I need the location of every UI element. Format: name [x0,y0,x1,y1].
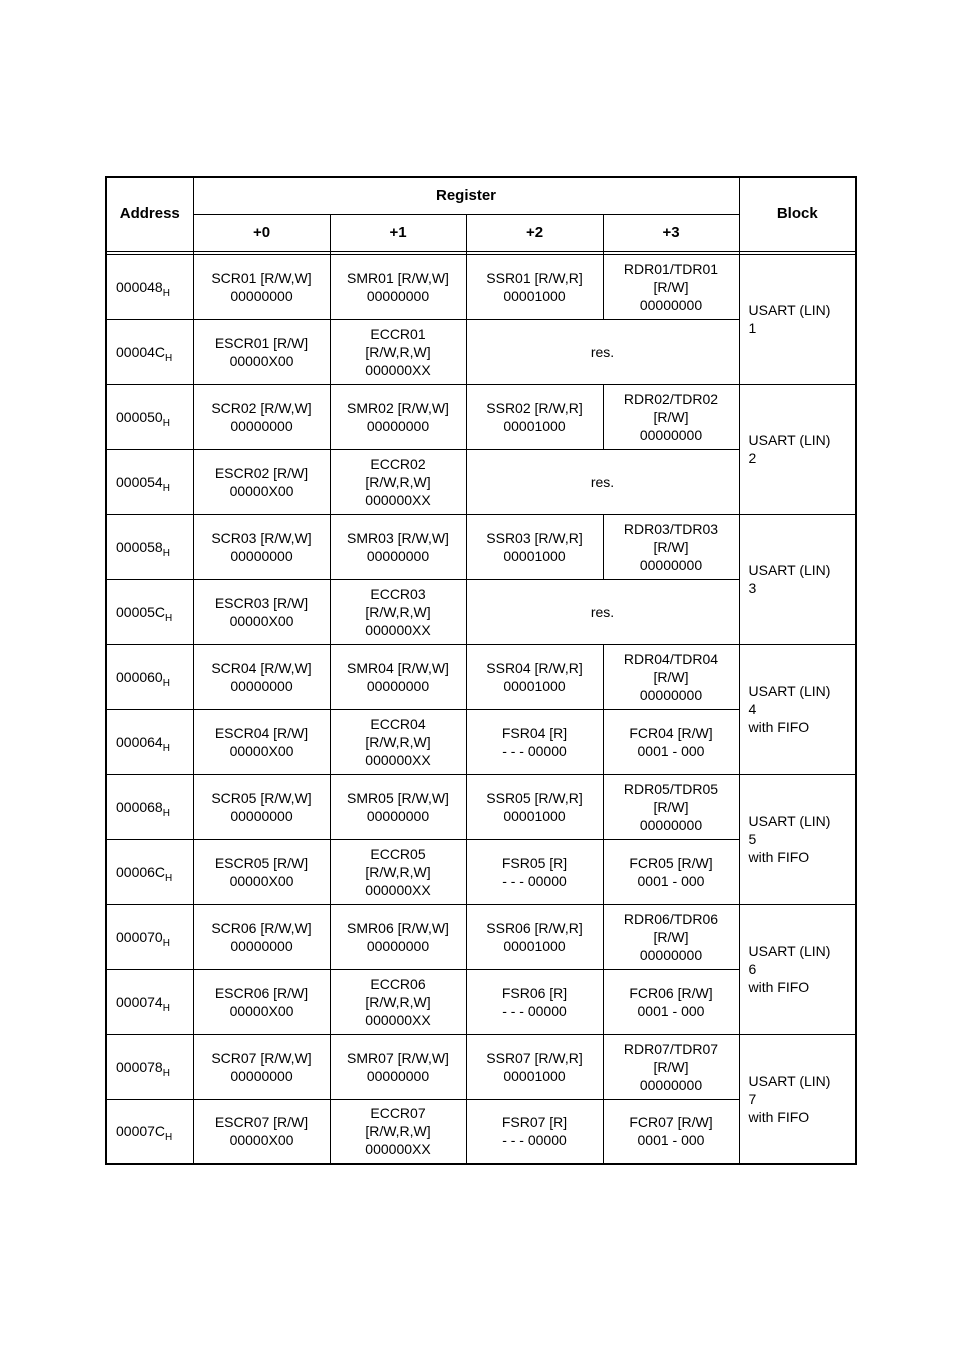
register-cell: SMR01 [R/W,W] 00000000 [330,254,466,319]
block-cell: USART (LIN) 6 with FIFO [739,904,856,1034]
header-offset-3: +3 [603,214,739,251]
register-cell: ECCR07 [R/W,R,W] 000000XX [330,1099,466,1164]
table-row [106,644,856,709]
table-row [106,514,856,579]
address-value: 000070 [116,928,163,945]
register-cell: ESCR03 [R/W] 00000X00 [193,579,330,644]
register-cell: ECCR06 [R/W,R,W] 000000XX [330,969,466,1034]
register-cell: SMR04 [R/W,W] 00000000 [330,644,466,709]
address-value: 000064 [116,733,163,750]
header-offset-1: +1 [330,214,466,251]
register-cell: SCR02 [R/W,W] 00000000 [193,384,330,449]
register-cell: SCR05 [R/W,W] 00000000 [193,774,330,839]
address-cell [106,1099,193,1164]
register-cell: SSR02 [R/W,R] 00001000 [466,384,603,449]
block-cell: USART (LIN) 2 [739,384,856,514]
register-cell: FSR04 [R] - - - 00000 [466,709,603,774]
register-cell: SSR04 [R/W,R] 00001000 [466,644,603,709]
header-register: Register [193,177,739,214]
address-cell [106,774,193,839]
register-cell: SSR01 [R/W,R] 00001000 [466,254,603,319]
reserved-cell: res. [466,579,739,644]
hex-suffix: H [162,287,170,299]
address-value: 000068 [116,798,163,815]
register-cell: ECCR03 [R/W,R,W] 000000XX [330,579,466,644]
register-cell: ESCR06 [R/W] 00000X00 [193,969,330,1034]
register-cell: FCR05 [R/W] 0001 - 000 [603,839,739,904]
hex-suffix: H [162,482,170,494]
register-cell: FCR06 [R/W] 0001 - 000 [603,969,739,1034]
register-map-table [105,176,857,1165]
hex-suffix: H [165,872,173,884]
register-cell: SSR05 [R/W,R] 00001000 [466,774,603,839]
block-cell: USART (LIN) 1 [739,254,856,384]
register-cell: SMR06 [R/W,W] 00000000 [330,904,466,969]
hex-suffix: H [162,937,170,949]
address-cell [106,709,193,774]
register-cell: ECCR05 [R/W,R,W] 000000XX [330,839,466,904]
table-row [106,774,856,839]
register-cell: RDR07/TDR07 [R/W] 00000000 [603,1034,739,1099]
header-offset-2: +2 [466,214,603,251]
register-cell: RDR01/TDR01 [R/W] 00000000 [603,254,739,319]
header-address: Address [106,177,193,251]
address-value: 000058 [116,538,163,555]
register-cell: SCR07 [R/W,W] 00000000 [193,1034,330,1099]
header-block: Block [739,177,856,251]
address-cell [106,644,193,709]
register-cell: RDR02/TDR02 [R/W] 00000000 [603,384,739,449]
hex-suffix: H [162,1067,170,1079]
register-cell: FSR05 [R] - - - 00000 [466,839,603,904]
address-value: 000054 [116,473,163,490]
register-cell: ECCR02 [R/W,R,W] 000000XX [330,449,466,514]
register-cell: RDR04/TDR04 [R/W] 00000000 [603,644,739,709]
register-cell: ESCR01 [R/W] 00000X00 [193,319,330,384]
register-cell: ESCR07 [R/W] 00000X00 [193,1099,330,1164]
address-value: 000078 [116,1058,163,1075]
register-cell: ESCR02 [R/W] 00000X00 [193,449,330,514]
register-cell: SSR03 [R/W,R] 00001000 [466,514,603,579]
address-value: 000048 [116,278,163,295]
hex-suffix: H [165,1132,173,1144]
register-cell: RDR06/TDR06 [R/W] 00000000 [603,904,739,969]
address-value: 000074 [116,993,163,1010]
register-cell: SSR07 [R/W,R] 00001000 [466,1034,603,1099]
hex-suffix: H [165,352,173,364]
register-cell: FCR04 [R/W] 0001 - 000 [603,709,739,774]
register-cell: SMR02 [R/W,W] 00000000 [330,384,466,449]
register-cell: ECCR01 [R/W,R,W] 000000XX [330,319,466,384]
address-cell [106,319,193,384]
hex-suffix: H [162,417,170,429]
register-cell: RDR05/TDR05 [R/W] 00000000 [603,774,739,839]
table-row [106,384,856,449]
hex-suffix: H [162,547,170,559]
block-cell: USART (LIN) 7 with FIFO [739,1034,856,1164]
address-value: 00004C [116,343,166,360]
address-cell [106,514,193,579]
address-value: 00007C [116,1123,166,1140]
register-cell: SCR04 [R/W,W] 00000000 [193,644,330,709]
address-cell [106,449,193,514]
address-value: 000050 [116,408,163,425]
register-cell: ECCR04 [R/W,R,W] 000000XX [330,709,466,774]
reserved-cell: res. [466,449,739,514]
reserved-cell: res. [466,319,739,384]
register-rows [106,254,856,1164]
register-cell: SMR07 [R/W,W] 00000000 [330,1034,466,1099]
register-cell: ESCR05 [R/W] 00000X00 [193,839,330,904]
register-cell: SCR03 [R/W,W] 00000000 [193,514,330,579]
table-row [106,904,856,969]
register-cell: SCR06 [R/W,W] 00000000 [193,904,330,969]
hex-suffix: H [165,612,173,624]
address-cell [106,969,193,1034]
address-value: 000060 [116,668,163,685]
table-row [106,254,856,319]
register-cell: SSR06 [R/W,R] 00001000 [466,904,603,969]
block-cell: USART (LIN) 5 with FIFO [739,774,856,904]
register-cell: ESCR04 [R/W] 00000X00 [193,709,330,774]
address-cell [106,1034,193,1099]
address-cell [106,839,193,904]
address-cell [106,579,193,644]
register-cell: SMR03 [R/W,W] 00000000 [330,514,466,579]
hex-suffix: H [162,1002,170,1014]
address-cell [106,904,193,969]
address-cell [106,254,193,319]
register-cell: FCR07 [R/W] 0001 - 000 [603,1099,739,1164]
block-cell: USART (LIN) 3 [739,514,856,644]
address-value: 00006C [116,863,166,880]
table-row [106,1034,856,1099]
hex-suffix: H [162,677,170,689]
block-cell: USART (LIN) 4 with FIFO [739,644,856,774]
register-cell: RDR03/TDR03 [R/W] 00000000 [603,514,739,579]
hex-suffix: H [162,742,170,754]
register-cell: FSR06 [R] - - - 00000 [466,969,603,1034]
hex-suffix: H [162,807,170,819]
address-value: 00005C [116,603,166,620]
address-cell [106,384,193,449]
header-offset-0: +0 [193,214,330,251]
register-cell: FSR07 [R] - - - 00000 [466,1099,603,1164]
register-cell: SMR05 [R/W,W] 00000000 [330,774,466,839]
register-cell: SCR01 [R/W,W] 00000000 [193,254,330,319]
